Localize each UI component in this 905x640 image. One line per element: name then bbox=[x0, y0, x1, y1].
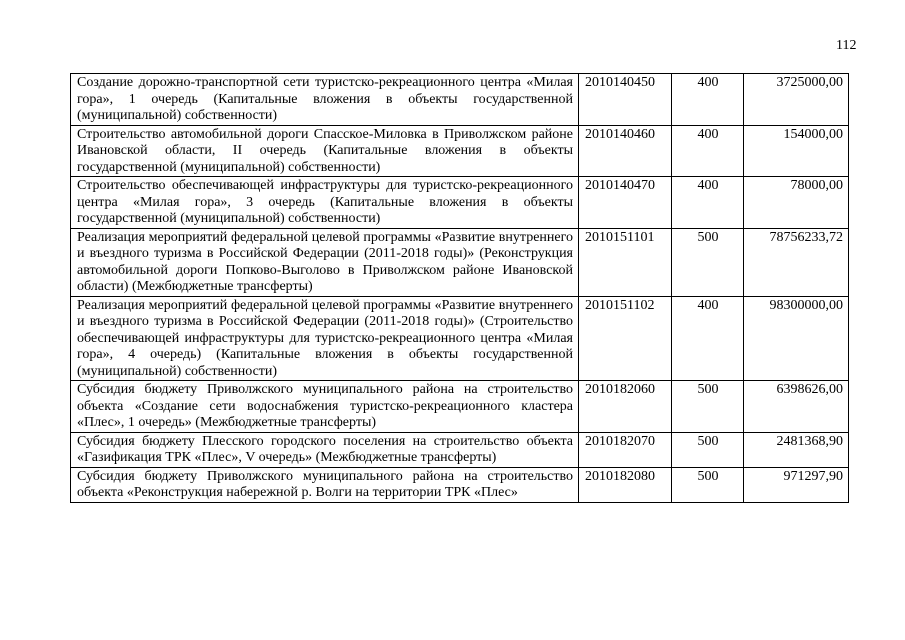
table-row bbox=[71, 432, 849, 467]
row-amount: 3725000,00 bbox=[744, 74, 849, 126]
row-description: Строительство обеспечивающей инфраструктуры для туристско-рекреационного центра «Милая гора», 3 очередь (Капитальные вложения в объекты государственной (муниципальной) собственности) bbox=[71, 177, 579, 229]
table-row bbox=[71, 467, 849, 502]
row-amount: 971297,90 bbox=[744, 467, 849, 502]
row-code: 2010182060 bbox=[579, 381, 672, 433]
row-code: 2010151101 bbox=[579, 228, 672, 296]
table-row bbox=[71, 74, 849, 126]
row-code: 2010182070 bbox=[579, 432, 672, 467]
page-number: 112 bbox=[836, 38, 857, 53]
row-description: Реализация мероприятий федеральной целевой программы «Развитие внутреннего и въездного туризма в Российской Федерации (2011-2018 годы)» (Реконструкция автомобильной дороги Попково-Выголово в Приволжском районе Ивановской области) (Межбюджетные трансферты) bbox=[71, 228, 579, 296]
row-expense-type: 500 bbox=[672, 467, 744, 502]
row-amount: 6398626,00 bbox=[744, 381, 849, 433]
table-row bbox=[71, 177, 849, 229]
row-amount: 154000,00 bbox=[744, 125, 849, 177]
row-description: Субсидия бюджету Плесского городского поселения на строительство объекта «Газификация ТРК «Плес», V очередь» (Межбюджетные трансферты) bbox=[71, 432, 579, 467]
row-expense-type: 500 bbox=[672, 432, 744, 467]
table-row bbox=[71, 381, 849, 433]
table-row bbox=[71, 125, 849, 177]
row-code: 2010140460 bbox=[579, 125, 672, 177]
row-code: 2010140450 bbox=[579, 74, 672, 126]
row-description: Строительство автомобильной дороги Спасское-Миловка в Приволжском районе Ивановской области, II очередь (Капитальные вложения в объекты государственной (муниципальной) собственности) bbox=[71, 125, 579, 177]
table-row bbox=[71, 228, 849, 296]
row-description: Создание дорожно-транспортной сети туристско-рекреационного центра «Милая гора», 1 очередь (Капитальные вложения в объекты государственной (муниципальной) собственности) bbox=[71, 74, 579, 126]
row-code: 2010182080 bbox=[579, 467, 672, 502]
row-amount: 98300000,00 bbox=[744, 296, 849, 381]
budget-table bbox=[70, 73, 849, 503]
row-description: Реализация мероприятий федеральной целевой программы «Развитие внутреннего и въездного туризма в Российской Федерации (2011-2018 годы)» (Строительство обеспечивающей инфраструктуры для туристско-рекреационного центра «Милая гора», 4 очередь) (Капитальные вложения в объекты государственной (муниципальной) собственности) bbox=[71, 296, 579, 381]
row-expense-type: 500 bbox=[672, 228, 744, 296]
row-expense-type: 400 bbox=[672, 74, 744, 126]
row-code: 2010151102 bbox=[579, 296, 672, 381]
row-amount: 78756233,72 bbox=[744, 228, 849, 296]
row-amount: 78000,00 bbox=[744, 177, 849, 229]
row-expense-type: 400 bbox=[672, 125, 744, 177]
row-expense-type: 400 bbox=[672, 177, 744, 229]
row-description: Субсидия бюджету Приволжского муниципального района на строительство объекта «Создание сети водоснабжения туристско-рекреационного кластера «Плес», 1 очередь» (Межбюджетные трансферты) bbox=[71, 381, 579, 433]
row-expense-type: 500 bbox=[672, 381, 744, 433]
table-row bbox=[71, 296, 849, 381]
row-code: 2010140470 bbox=[579, 177, 672, 229]
row-amount: 2481368,90 bbox=[744, 432, 849, 467]
row-expense-type: 400 bbox=[672, 296, 744, 381]
row-description: Субсидия бюджету Приволжского муниципального района на строительство объекта «Реконструкция набережной р. Волги на территории ТРК «Плес» bbox=[71, 467, 579, 502]
